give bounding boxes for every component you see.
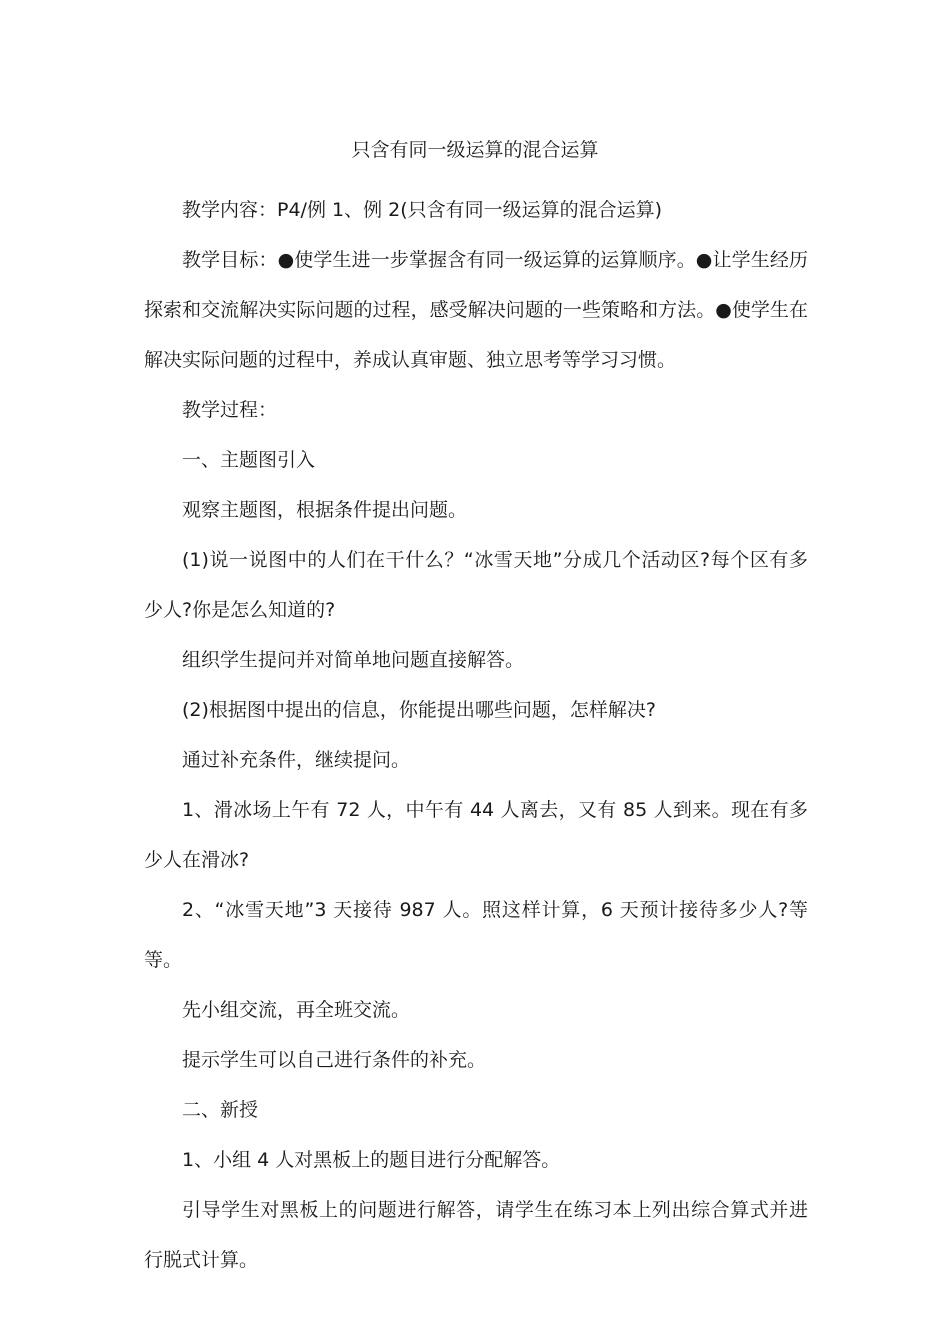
document-title: 只含有同一级运算的混合运算 <box>351 139 599 161</box>
paragraph-teaching-process: 教学过程： <box>182 399 278 421</box>
paragraph-teaching-goals: 教学目标：●使学生进一步掌握含有同一级运算的运算顺序。●让学生经历探索和交流解决实际问题的过程，感受解决问题的一些策略和方法。●使学生在解决实际问题的过程中，养成认真审题、独立思考等学习习惯。 <box>144 249 808 371</box>
document-body <box>144 185 808 1285</box>
paragraph: 先小组交流，再全班交流。 <box>182 999 411 1021</box>
paragraph: (2)根据图中提出的信息，你能提出哪些问题，怎样解决? <box>182 699 656 721</box>
paragraph: 提示学生可以自己进行条件的补充。 <box>182 1049 487 1071</box>
paragraph: 引导学生对黑板上的问题进行解答，请学生在练习本上列出综合算式并进行脱式计算。 <box>144 1199 808 1271</box>
paragraph-teaching-content: 教学内容：P4/例 1、例 2(只含有同一级运算的混合运算) <box>182 199 663 221</box>
section-heading-new: 二、新授 <box>182 1099 259 1121</box>
paragraph: 组织学生提问并对简单地问题直接解答。 <box>182 649 525 671</box>
paragraph: 2、“冰雪天地”3 天接待 987 人。照这样计算，6 天预计接待多少人?等等。 <box>144 899 808 971</box>
section-heading-intro: 一、主题图引入 <box>182 449 316 471</box>
paragraph: 观察主题图，根据条件提出问题。 <box>182 499 468 521</box>
paragraph: 1、滑冰场上午有 72 人，中午有 44 人离去，又有 85 人到来。现在有多少人在滑冰? <box>144 799 808 871</box>
paragraph: 1、小组 4 人对黑板上的题目进行分配解答。 <box>182 1149 561 1171</box>
paragraph: (1)说一说图中的人们在干什么？“冰雪天地”分成几个活动区?每个区有多少人?你是怎么知道的? <box>144 549 808 621</box>
paragraph: 通过补充条件，继续提问。 <box>182 749 411 771</box>
